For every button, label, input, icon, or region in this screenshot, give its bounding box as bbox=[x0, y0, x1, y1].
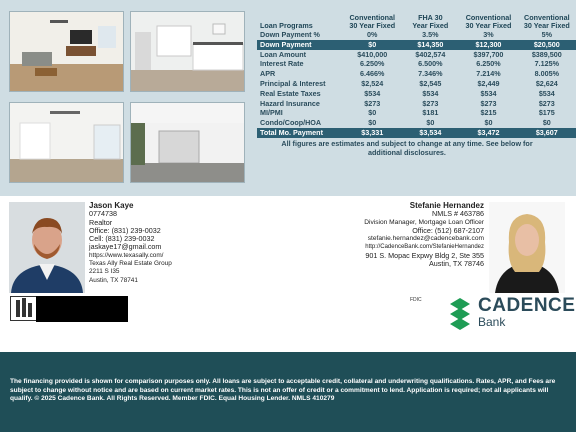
table-row bbox=[257, 99, 576, 109]
table-cell: 3.5% bbox=[422, 30, 439, 39]
table-cell: $0 bbox=[542, 118, 551, 128]
table-cell: $3,472 bbox=[459, 128, 517, 138]
bank-name: CADENCE bbox=[478, 295, 576, 316]
table-cell: $273 bbox=[480, 98, 497, 108]
realtor-address-line2: Austin, TX 78741 bbox=[89, 276, 138, 284]
column-header: Conventional 30 Year Fixed bbox=[523, 13, 570, 30]
table-cell: 6.250% bbox=[476, 59, 501, 69]
table-cell: 3% bbox=[483, 30, 494, 39]
table-cell: $3,331 bbox=[343, 128, 401, 138]
table-cell: $397,700 bbox=[473, 49, 504, 59]
table-cell: $3,534 bbox=[401, 128, 459, 138]
row-label: Real Estate Taxes bbox=[260, 88, 321, 98]
realtor-info bbox=[89, 202, 172, 285]
photo-garage bbox=[130, 102, 245, 183]
table-cell: $273 bbox=[422, 98, 439, 108]
lender-title: Division Manager, Mortgage Loan Officer bbox=[364, 218, 484, 226]
realtor-headshot bbox=[9, 202, 85, 293]
estimate-disclaimer: All figures are estimates and subject to change at any time. See below for additional disclosures. bbox=[281, 139, 533, 157]
row-label: Condo/Coop/HOA bbox=[260, 118, 322, 128]
lender-address-line2: Austin, TX 78746 bbox=[428, 259, 484, 269]
table-cell: $2,524 bbox=[361, 78, 384, 88]
table-cell: $20,500 bbox=[518, 40, 576, 50]
table-cell: $402,574 bbox=[415, 49, 446, 59]
footer-disclaimer: The financing provided is shown for comparison purposes only. All loans are subject to acceptable credit, collateral and underwriting qualifications. Rates, APR, and Fees are subject to change without notice and are based on current market rates. This is not an offer of credit or a commitment to lend. Application is required; not all applicants will qualify. © 2025 Cadence Bank. All Rights Reserved. Member FDIC. Equal Housing Lender. NMLS 410279 bbox=[10, 378, 556, 403]
lender-address-line1: 901 S. Mopac Expwy Bldg 2, Ste 355 bbox=[365, 250, 484, 260]
column-header: FHA 30 Year Fixed bbox=[412, 13, 449, 30]
realtor-address-line1: 2211 S I35 bbox=[89, 268, 120, 276]
table-cell: 5% bbox=[541, 30, 552, 39]
table-cell: 7.125% bbox=[534, 59, 559, 69]
row-label: Hazard Insurance bbox=[260, 98, 320, 108]
bank-suffix: Bank bbox=[478, 315, 506, 329]
lender-nmls: NMLS # 463786 bbox=[432, 209, 484, 219]
table-cell: $2,545 bbox=[419, 78, 442, 88]
footer-disclaimer-band bbox=[0, 352, 576, 432]
cadence-logo-icon bbox=[446, 296, 474, 332]
fdic-badge: FDIC bbox=[410, 297, 422, 303]
row-label: MI/PMI bbox=[260, 108, 283, 118]
table-row bbox=[257, 79, 576, 89]
table-cell: $410,000 bbox=[357, 49, 388, 59]
table-row bbox=[257, 89, 576, 99]
table-cell: 6.250% bbox=[360, 59, 385, 69]
table-cell: $2,624 bbox=[535, 78, 558, 88]
table-cell: $0 bbox=[368, 108, 377, 118]
realtor-website[interactable]: https://www.texasally.com/ bbox=[89, 251, 164, 259]
row-label: Down Payment bbox=[257, 40, 343, 50]
table-cell: 7.214% bbox=[476, 69, 501, 79]
row-label: Principal & Interest bbox=[260, 78, 326, 88]
table-cell: $534 bbox=[422, 88, 439, 98]
table-cell: $3,607 bbox=[518, 128, 576, 138]
table-cell: $273 bbox=[538, 98, 555, 108]
cadence-bank-logo bbox=[478, 296, 575, 329]
lender-email[interactable]: stefanie.hernandez@cadencebank.com bbox=[367, 235, 484, 243]
realtor-cell-phone[interactable]: Cell: (831) 239-0032 bbox=[89, 234, 155, 244]
lender-info bbox=[364, 202, 484, 268]
row-label: Loan Amount bbox=[260, 49, 307, 59]
realtor-company: Texas Ally Real Estate Group bbox=[89, 260, 172, 268]
column-header: Conventional 30 Year Fixed bbox=[349, 13, 396, 30]
table-cell: $389,500 bbox=[531, 49, 562, 59]
realtor-name: Jason Kaye bbox=[89, 201, 134, 210]
table-cell: $12,300 bbox=[459, 40, 517, 50]
lender-website[interactable]: http://CadenceBank.com/StefanieHernandez bbox=[365, 244, 484, 251]
table-row bbox=[257, 30, 576, 40]
table-header-row bbox=[257, 12, 576, 30]
realtor-license: 0774738 bbox=[89, 209, 117, 219]
table-cell: $2,449 bbox=[477, 78, 500, 88]
photo-kitchen bbox=[130, 11, 245, 92]
table-cell: 7.346% bbox=[418, 69, 443, 79]
table-cell: 8.005% bbox=[534, 69, 559, 79]
table-cell: $273 bbox=[364, 98, 381, 108]
photo-bedroom bbox=[9, 102, 124, 183]
table-row bbox=[257, 108, 576, 118]
row-label: Total Mo. Payment bbox=[257, 128, 343, 138]
redacted-block bbox=[36, 296, 128, 322]
realtor-email[interactable]: jaskaye17@gmail.com bbox=[89, 242, 162, 252]
table-row bbox=[257, 40, 576, 50]
lender-office-phone[interactable]: Office: (512) 687-2107 bbox=[412, 225, 484, 235]
table-cell: $534 bbox=[364, 88, 381, 98]
brokerage-logo-icon bbox=[10, 296, 37, 321]
lender-name: Stefanie Hernandez bbox=[409, 201, 484, 210]
table-row bbox=[257, 69, 576, 79]
loan-comparison-table bbox=[257, 12, 576, 138]
table-cell: $0 bbox=[426, 118, 435, 128]
table-cell: $175 bbox=[538, 108, 555, 118]
row-label: Down Payment % bbox=[260, 30, 320, 39]
table-row bbox=[257, 59, 576, 69]
table-row bbox=[257, 128, 576, 138]
table-cell: 0% bbox=[367, 30, 378, 39]
table-cell: $0 bbox=[343, 40, 401, 50]
table-cell: $534 bbox=[538, 88, 555, 98]
table-row bbox=[257, 50, 576, 60]
table-cell: $534 bbox=[480, 88, 497, 98]
table-cell: $181 bbox=[422, 108, 439, 118]
column-header: Conventional 30 Year Fixed bbox=[465, 13, 512, 30]
table-cell: $14,350 bbox=[401, 40, 459, 50]
table-cell: $0 bbox=[484, 118, 493, 128]
table-cell: 6.466% bbox=[360, 69, 385, 79]
table-cell: $215 bbox=[480, 108, 497, 118]
column-header: Loan Programs bbox=[260, 21, 313, 30]
table-cell: 6.500% bbox=[418, 59, 443, 69]
table-cell: $0 bbox=[368, 118, 377, 128]
photo-living-room bbox=[9, 11, 124, 92]
lender-headshot bbox=[489, 202, 565, 293]
row-label: Interest Rate bbox=[260, 59, 304, 69]
row-label: APR bbox=[260, 69, 276, 79]
table-row bbox=[257, 118, 576, 128]
realtor-title: Realtor bbox=[89, 217, 113, 227]
realtor-office-phone[interactable]: Office: (831) 239-0032 bbox=[89, 225, 161, 235]
